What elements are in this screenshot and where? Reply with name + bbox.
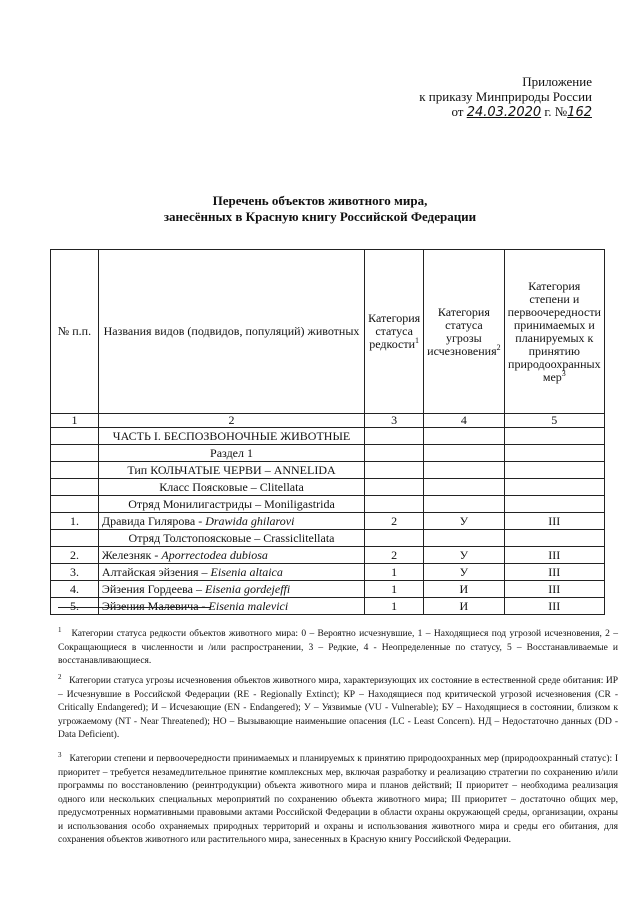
index-cell: 5 [504,414,604,428]
column-index-row [51,414,605,428]
priority-category: III [504,564,604,581]
footnote-text: Категории степени и первоочередности принимаемых и планируемых к принятию природоохранных мер (природоохранный статус): I приоритет – требуется незамедлительное принятие комплексных мер, включая разработку и реализацию стратегии по сохранению и/или программы по восстановлению (реинтродукции) объекта животного мира и планов действий; II приоритет – необходима реализация одного или нескольких специальных мероприятий по сохранению объекта животного мира; III приоритет – достаточно общих мер, предусмотренных нормативными правовыми актами Российской Федерации в области охраны окружающей среды, организации, охраны и использования особо охраняемых природных территорий и охраны и использования животного мира и среды его обитания, для сохранения объектов животного или растительного мира, занесенных в Красную книгу Российской Федерации. [58,754,618,845]
appendix-header [419,74,592,120]
species-name: Железняк - Aporrectodea dubiosa [98,547,364,564]
class-heading: Класс Поясковые – Clitellata [98,479,364,496]
rarity-category: 1 [365,564,424,581]
title-line-2: занесённых в Красную книгу Российской Федерации [163,209,477,224]
order-number: 162 [567,105,592,120]
threat-category: У [424,564,504,581]
row-number: 5. [51,598,99,615]
title-line-1: Перечень объектов животного мира, [212,193,428,208]
footnote-mark: 1 [58,625,62,634]
table-row [51,547,605,564]
order-date: 24.03.2020 [466,105,542,120]
table-row [51,513,605,530]
number-label: г. № [544,104,568,119]
row-number: 1. [51,513,99,530]
order-heading: Отряд Монилигастриды – Moniligastrida [98,496,364,513]
species-name: Эйзения Гордеева – Eisenia gordejeffi [98,581,364,598]
footnote-text: Категории статуса редкости объектов животного мира: 0 – Вероятно исчезнувшие, 1 – Находящиеся под угрозой исчезновения, 2 – Сокращающиеся в численности и /или распространении, 3 – Редкие, 4 - Неопределенные по статусу, 5 – Восстанавливаемые и восстанавливающиеся. [58,629,618,666]
phylum-row [51,462,605,479]
index-cell: 3 [365,414,424,428]
latin-name: Aporrectodea dubiosa [161,547,268,562]
index-cell: 1 [51,414,99,428]
section-heading: Раздел 1 [98,445,364,462]
header-number: № п.п. [51,250,99,414]
species-name: Эйзения Малевича - Eisenia malevici [98,598,364,615]
table-row [51,564,605,581]
threat-category: И [424,581,504,598]
part-row [51,428,605,445]
latin-name: Eisenia malevici [208,598,289,613]
document-title [0,193,640,225]
rarity-category: 2 [365,547,424,564]
row-number: 4. [51,581,99,598]
phylum-heading: Тип КОЛЬЧАТЫЕ ЧЕРВИ – ANNELIDA [98,462,364,479]
header-priority: Категория степени и первоочередности принимаемых и планируемых к принятию природоохранных мер$^3$ [504,250,604,414]
part-heading: ЧАСТЬ I. БЕСПОЗВОНОЧНЫЕ ЖИВОТНЫЕ [98,428,364,445]
priority-category: III [504,547,604,564]
threat-category: И [424,598,504,615]
latin-name: Eisenia altaica [210,564,283,579]
date-prefix: от [451,104,464,119]
latin-name: Eisenia gordejeffi [205,581,291,596]
index-cell: 2 [98,414,364,428]
footnote-divider [58,607,210,608]
threat-category: У [424,513,504,530]
order-reference: к приказу Минприроды России [419,89,592,104]
appendix-label: Приложение [522,74,592,89]
class-row [51,479,605,496]
rarity-category: 2 [365,513,424,530]
priority-category: III [504,581,604,598]
latin-name: Drawida ghilarovi [205,513,295,528]
header-rarity: Категория статуса редкости$^1$ [365,250,424,414]
section-row [51,445,605,462]
order-date-line [419,104,592,120]
species-table [50,249,605,615]
species-name: Дравида Гилярова - Drawida ghilarovi [98,513,364,530]
order-row [51,496,605,513]
footnote-1 [58,625,618,669]
footnote-text: Категории статуса угрозы исчезновения объектов животного мира, характеризующих их состояние в естественной среде обитания: ИР – Исчезнувшие в Российской Федерации (RE - Regionally Extinct); КР – Находящиеся под критической угрозой исчезновения (CR - Critically Endangered); И – Исчезающие (EN - Endangered); У – Уязвимые (VU - Vulnerable); БУ – Находящиеся в состоянии, близком к угрожаемому (NT - Near Threatened); НО – Вызывающие наименьшие опасения (LC - Least Concern). НД – Недостаточно данных (DD - Data Deficient). [58,676,619,740]
rarity-category: 1 [365,581,424,598]
footnote-mark: 2 [58,672,62,681]
header-name: Названия видов (подвидов, популяций) животных [98,250,364,414]
table-header-row [51,250,605,414]
rarity-category: 1 [365,598,424,615]
header-threat: Категория статуса угрозы исчезновения$^2$ [424,250,504,414]
priority-category: III [504,513,604,530]
table-row [51,598,605,615]
footnote-2 [58,672,619,743]
footnote-ref-1: 1 [415,336,420,345]
order-row [51,530,605,547]
footnote-mark: 3 [58,750,62,759]
footnote-ref-2: 2 [496,342,501,352]
row-number: 2. [51,547,99,564]
order-heading: Отряд Толстопоясковые – Crassiclitellata [98,530,364,547]
priority-category: III [504,598,604,615]
index-cell: 4 [424,414,504,428]
row-number: 3. [51,564,99,581]
table-row [51,581,605,598]
species-name: Алтайская эйзения – Eisenia altaica [98,564,364,581]
footnote-ref-3: 3 [561,368,566,378]
footnote-3 [58,750,618,848]
threat-category: У [424,547,504,564]
